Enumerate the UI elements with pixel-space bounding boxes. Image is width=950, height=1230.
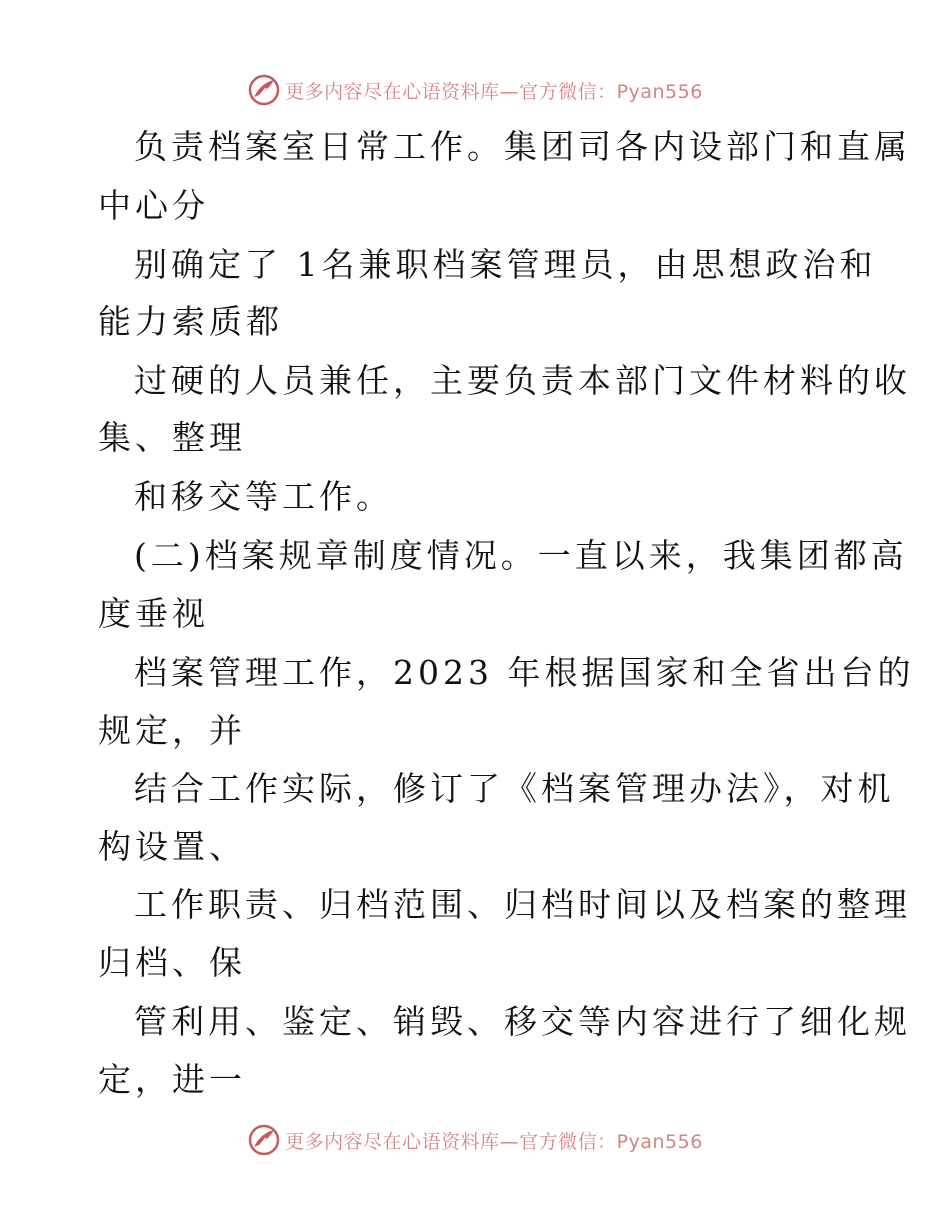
body-line: 负责档案室日常工作。集团司各内设部门和直属	[134, 127, 911, 166]
quill-seal-icon	[247, 73, 281, 107]
body-line: 和移交等工作。	[134, 477, 393, 516]
body-line: 档案管理工作，2023 年根据国家和全省出台的	[134, 653, 915, 692]
body-line: 管利用、鉴定、销毁、移交等内容进行了细化规	[134, 1002, 911, 1041]
watermark-text: 更多内容尽在心语资料库—官方微信：Pyan556	[285, 1130, 703, 1153]
body-line: 规定，并	[98, 711, 246, 750]
watermark-text: 更多内容尽在心语资料库—官方微信：Pyan556	[285, 80, 703, 103]
header-watermark	[0, 70, 950, 110]
body-line: 工作职责、归档范围、归档时间以及档案的整理	[134, 885, 911, 924]
body-line: 过硬的人员兼任，主要负责本部门文件材料的收	[134, 361, 911, 400]
body-line: 别确定了 1名兼职档案管理员，由思想政治和	[134, 245, 877, 284]
body-line: 集、整理	[98, 418, 246, 457]
body-line: (二)档案规章制度情况。一直以来，我集团都高	[134, 536, 908, 575]
body-line: 构设置、	[98, 827, 246, 866]
body-line: 度垂视	[98, 594, 209, 633]
body-line: 归档、保	[98, 943, 246, 982]
footer-watermark	[0, 1120, 950, 1160]
quill-seal-icon	[247, 1123, 281, 1157]
body-line: 能力索质都	[98, 302, 283, 341]
body-line: 结合工作实际，修订了《档案管理办法》，对机	[134, 769, 895, 808]
body-line: 中心分	[98, 186, 209, 225]
body-line: 定，进一	[98, 1060, 246, 1099]
